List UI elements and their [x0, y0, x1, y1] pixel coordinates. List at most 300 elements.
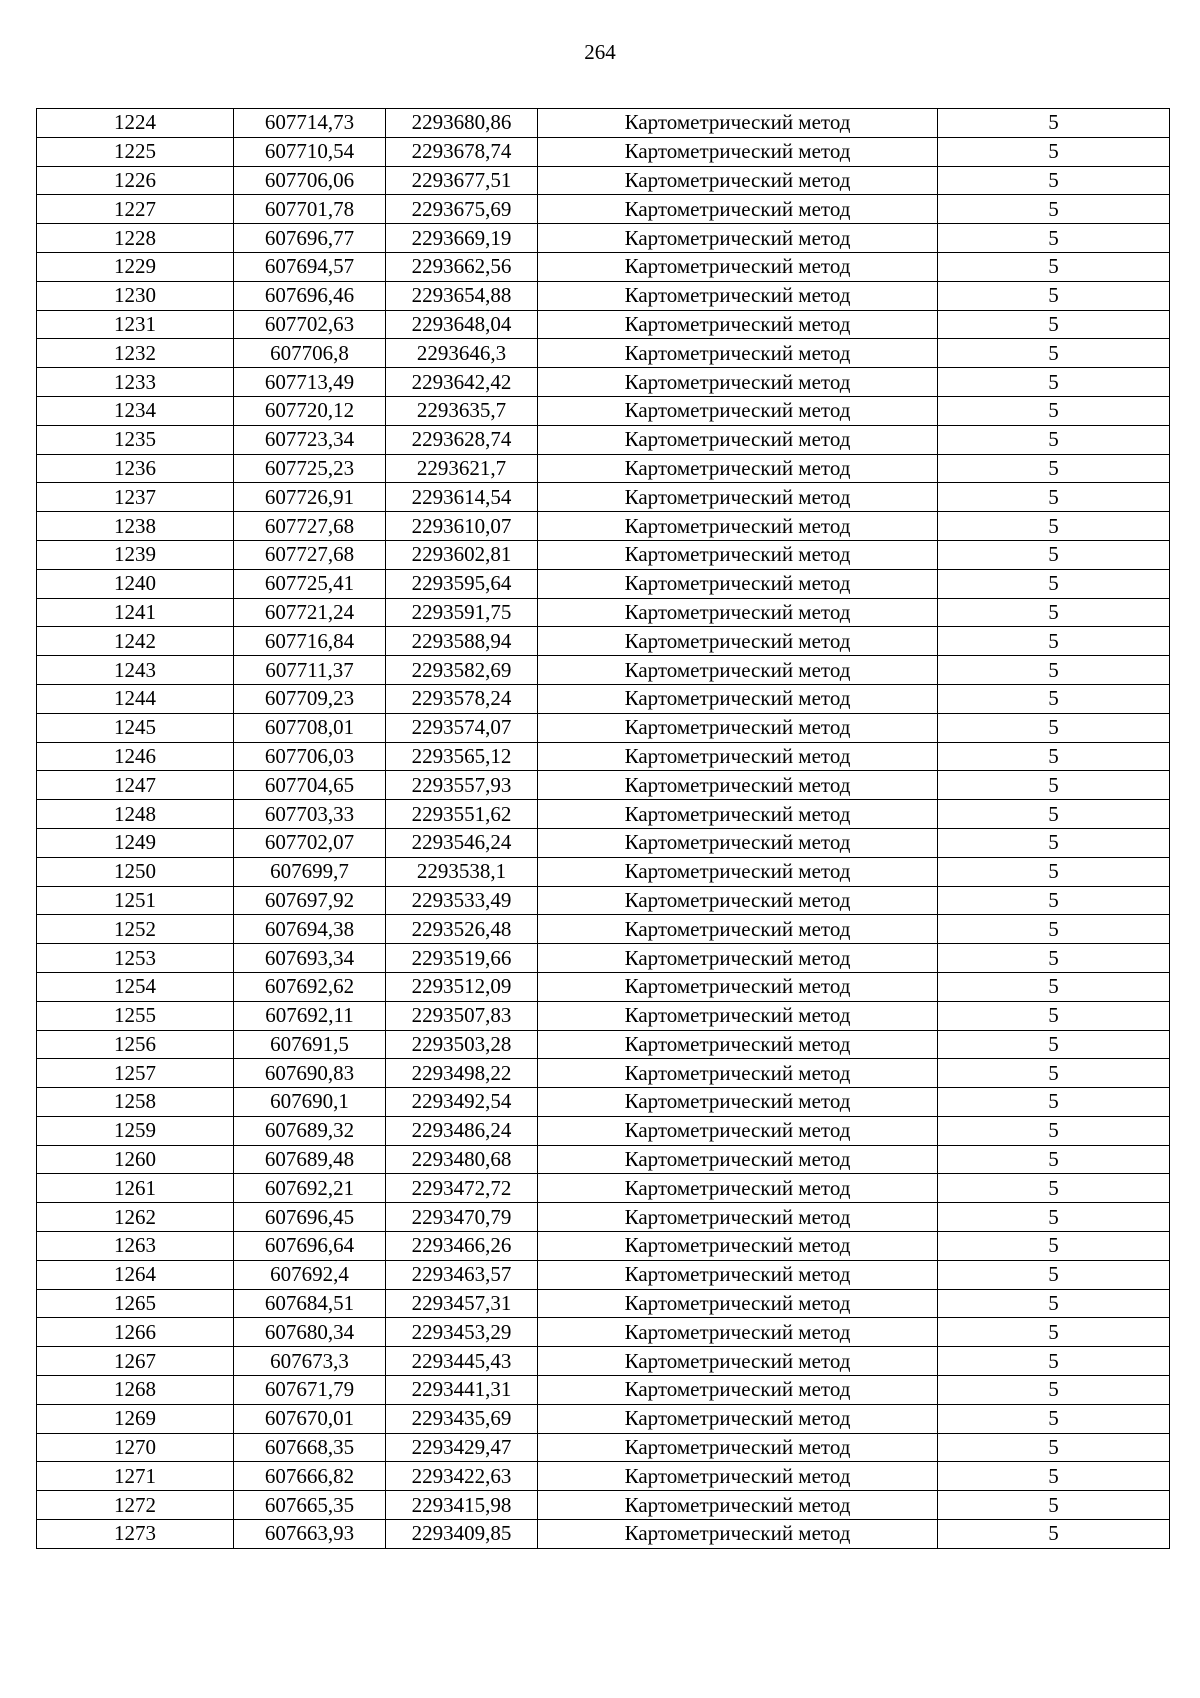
point-number-cell: 1254	[37, 972, 234, 1001]
method-cell: Картометрический метод	[538, 1116, 938, 1145]
point-number-cell: 1246	[37, 742, 234, 771]
table-row	[37, 425, 1170, 454]
method-cell: Картометрический метод	[538, 224, 938, 253]
table-row	[37, 656, 1170, 685]
table-row	[37, 540, 1170, 569]
x-coordinate-cell: 607696,64	[234, 1232, 386, 1261]
table-row	[37, 771, 1170, 800]
y-coordinate-cell: 2293538,1	[386, 857, 538, 886]
table-row	[37, 1174, 1170, 1203]
point-number-cell: 1269	[37, 1404, 234, 1433]
point-number-cell: 1238	[37, 512, 234, 541]
accuracy-cell: 5	[938, 972, 1170, 1001]
x-coordinate-cell: 607689,32	[234, 1116, 386, 1145]
accuracy-cell: 5	[938, 944, 1170, 973]
y-coordinate-cell: 2293574,07	[386, 713, 538, 742]
x-coordinate-cell: 607702,07	[234, 828, 386, 857]
method-cell: Картометрический метод	[538, 195, 938, 224]
table-row	[37, 684, 1170, 713]
point-number-cell: 1253	[37, 944, 234, 973]
x-coordinate-cell: 607665,35	[234, 1491, 386, 1520]
point-number-cell: 1234	[37, 396, 234, 425]
accuracy-cell: 5	[938, 137, 1170, 166]
method-cell: Картометрический метод	[538, 1059, 938, 1088]
accuracy-cell: 5	[938, 1088, 1170, 1117]
point-number-cell: 1227	[37, 195, 234, 224]
table-row	[37, 713, 1170, 742]
x-coordinate-cell: 607692,11	[234, 1001, 386, 1030]
accuracy-cell: 5	[938, 1001, 1170, 1030]
point-number-cell: 1232	[37, 339, 234, 368]
y-coordinate-cell: 2293492,54	[386, 1088, 538, 1117]
method-cell: Картометрический метод	[538, 1462, 938, 1491]
accuracy-cell: 5	[938, 224, 1170, 253]
point-number-cell: 1236	[37, 454, 234, 483]
point-number-cell: 1257	[37, 1059, 234, 1088]
point-number-cell: 1271	[37, 1462, 234, 1491]
x-coordinate-cell: 607693,34	[234, 944, 386, 973]
accuracy-cell: 5	[938, 1059, 1170, 1088]
x-coordinate-cell: 607721,24	[234, 598, 386, 627]
point-number-cell: 1268	[37, 1376, 234, 1405]
y-coordinate-cell: 2293678,74	[386, 137, 538, 166]
x-coordinate-cell: 607697,92	[234, 886, 386, 915]
table-row	[37, 224, 1170, 253]
accuracy-cell: 5	[938, 886, 1170, 915]
method-cell: Картометрический метод	[538, 368, 938, 397]
method-cell: Картометрический метод	[538, 771, 938, 800]
point-number-cell: 1226	[37, 166, 234, 195]
y-coordinate-cell: 2293415,98	[386, 1491, 538, 1520]
y-coordinate-cell: 2293578,24	[386, 684, 538, 713]
x-coordinate-cell: 607696,46	[234, 281, 386, 310]
table-row	[37, 1433, 1170, 1462]
point-number-cell: 1263	[37, 1232, 234, 1261]
method-cell: Картометрический метод	[538, 252, 938, 281]
accuracy-cell: 5	[938, 1289, 1170, 1318]
point-number-cell: 1242	[37, 627, 234, 656]
y-coordinate-cell: 2293463,57	[386, 1260, 538, 1289]
x-coordinate-cell: 607690,1	[234, 1088, 386, 1117]
y-coordinate-cell: 2293669,19	[386, 224, 538, 253]
accuracy-cell: 5	[938, 339, 1170, 368]
x-coordinate-cell: 607727,68	[234, 540, 386, 569]
accuracy-cell: 5	[938, 368, 1170, 397]
accuracy-cell: 5	[938, 1347, 1170, 1376]
x-coordinate-cell: 607706,8	[234, 339, 386, 368]
table-row	[37, 252, 1170, 281]
accuracy-cell: 5	[938, 1030, 1170, 1059]
y-coordinate-cell: 2293551,62	[386, 800, 538, 829]
y-coordinate-cell: 2293480,68	[386, 1145, 538, 1174]
table-row	[37, 1491, 1170, 1520]
point-number-cell: 1228	[37, 224, 234, 253]
y-coordinate-cell: 2293646,3	[386, 339, 538, 368]
method-cell: Картометрический метод	[538, 1347, 938, 1376]
table-row	[37, 1116, 1170, 1145]
x-coordinate-cell: 607727,68	[234, 512, 386, 541]
y-coordinate-cell: 2293588,94	[386, 627, 538, 656]
point-number-cell: 1260	[37, 1145, 234, 1174]
accuracy-cell: 5	[938, 1116, 1170, 1145]
x-coordinate-cell: 607725,23	[234, 454, 386, 483]
method-cell: Картометрический метод	[538, 972, 938, 1001]
x-coordinate-cell: 607710,54	[234, 137, 386, 166]
method-cell: Картометрический метод	[538, 1289, 938, 1318]
table-row	[37, 1088, 1170, 1117]
point-number-cell: 1248	[37, 800, 234, 829]
method-cell: Картометрический метод	[538, 1520, 938, 1549]
table-row	[37, 1260, 1170, 1289]
x-coordinate-cell: 607696,77	[234, 224, 386, 253]
point-number-cell: 1229	[37, 252, 234, 281]
y-coordinate-cell: 2293595,64	[386, 569, 538, 598]
method-cell: Картометрический метод	[538, 713, 938, 742]
x-coordinate-cell: 607708,01	[234, 713, 386, 742]
method-cell: Картометрический метод	[538, 339, 938, 368]
table-row	[37, 828, 1170, 857]
x-coordinate-cell: 607691,5	[234, 1030, 386, 1059]
y-coordinate-cell: 2293628,74	[386, 425, 538, 454]
y-coordinate-cell: 2293422,63	[386, 1462, 538, 1491]
accuracy-cell: 5	[938, 800, 1170, 829]
y-coordinate-cell: 2293429,47	[386, 1433, 538, 1462]
table-row	[37, 972, 1170, 1001]
y-coordinate-cell: 2293591,75	[386, 598, 538, 627]
point-number-cell: 1225	[37, 137, 234, 166]
coordinates-table-body	[37, 109, 1170, 1549]
y-coordinate-cell: 2293602,81	[386, 540, 538, 569]
table-row	[37, 1203, 1170, 1232]
method-cell: Картометрический метод	[538, 944, 938, 973]
point-number-cell: 1273	[37, 1520, 234, 1549]
accuracy-cell: 5	[938, 310, 1170, 339]
accuracy-cell: 5	[938, 742, 1170, 771]
table-row	[37, 598, 1170, 627]
table-row	[37, 1001, 1170, 1030]
x-coordinate-cell: 607725,41	[234, 569, 386, 598]
table-row	[37, 109, 1170, 138]
table-row	[37, 857, 1170, 886]
method-cell: Картометрический метод	[538, 1232, 938, 1261]
point-number-cell: 1266	[37, 1318, 234, 1347]
y-coordinate-cell: 2293441,31	[386, 1376, 538, 1405]
method-cell: Картометрический метод	[538, 1491, 938, 1520]
method-cell: Картометрический метод	[538, 1318, 938, 1347]
table-row	[37, 569, 1170, 598]
accuracy-cell: 5	[938, 1203, 1170, 1232]
y-coordinate-cell: 2293533,49	[386, 886, 538, 915]
point-number-cell: 1258	[37, 1088, 234, 1117]
x-coordinate-cell: 607699,7	[234, 857, 386, 886]
y-coordinate-cell: 2293621,7	[386, 454, 538, 483]
method-cell: Картометрический метод	[538, 454, 938, 483]
method-cell: Картометрический метод	[538, 137, 938, 166]
accuracy-cell: 5	[938, 540, 1170, 569]
y-coordinate-cell: 2293445,43	[386, 1347, 538, 1376]
accuracy-cell: 5	[938, 396, 1170, 425]
y-coordinate-cell: 2293457,31	[386, 1289, 538, 1318]
y-coordinate-cell: 2293642,42	[386, 368, 538, 397]
point-number-cell: 1272	[37, 1491, 234, 1520]
x-coordinate-cell: 607689,48	[234, 1145, 386, 1174]
table-row	[37, 742, 1170, 771]
accuracy-cell: 5	[938, 1491, 1170, 1520]
x-coordinate-cell: 607692,4	[234, 1260, 386, 1289]
y-coordinate-cell: 2293526,48	[386, 915, 538, 944]
x-coordinate-cell: 607701,78	[234, 195, 386, 224]
accuracy-cell: 5	[938, 656, 1170, 685]
method-cell: Картометрический метод	[538, 1404, 938, 1433]
x-coordinate-cell: 607726,91	[234, 483, 386, 512]
accuracy-cell: 5	[938, 1404, 1170, 1433]
method-cell: Картометрический метод	[538, 627, 938, 656]
table-row	[37, 1232, 1170, 1261]
point-number-cell: 1231	[37, 310, 234, 339]
method-cell: Картометрический метод	[538, 1260, 938, 1289]
point-number-cell: 1240	[37, 569, 234, 598]
x-coordinate-cell: 607690,83	[234, 1059, 386, 1088]
table-row	[37, 1376, 1170, 1405]
y-coordinate-cell: 2293507,83	[386, 1001, 538, 1030]
accuracy-cell: 5	[938, 598, 1170, 627]
accuracy-cell: 5	[938, 512, 1170, 541]
method-cell: Картометрический метод	[538, 1030, 938, 1059]
y-coordinate-cell: 2293654,88	[386, 281, 538, 310]
x-coordinate-cell: 607706,03	[234, 742, 386, 771]
y-coordinate-cell: 2293677,51	[386, 166, 538, 195]
table-row	[37, 368, 1170, 397]
accuracy-cell: 5	[938, 1260, 1170, 1289]
point-number-cell: 1230	[37, 281, 234, 310]
y-coordinate-cell: 2293648,04	[386, 310, 538, 339]
y-coordinate-cell: 2293610,07	[386, 512, 538, 541]
point-number-cell: 1261	[37, 1174, 234, 1203]
point-number-cell: 1251	[37, 886, 234, 915]
accuracy-cell: 5	[938, 425, 1170, 454]
point-number-cell: 1244	[37, 684, 234, 713]
method-cell: Картометрический метод	[538, 396, 938, 425]
method-cell: Картометрический метод	[538, 656, 938, 685]
table-row	[37, 1059, 1170, 1088]
y-coordinate-cell: 2293662,56	[386, 252, 538, 281]
method-cell: Картометрический метод	[538, 886, 938, 915]
table-row	[37, 195, 1170, 224]
y-coordinate-cell: 2293635,7	[386, 396, 538, 425]
table-row	[37, 627, 1170, 656]
x-coordinate-cell: 607680,34	[234, 1318, 386, 1347]
table-row	[37, 944, 1170, 973]
method-cell: Картометрический метод	[538, 800, 938, 829]
x-coordinate-cell: 607673,3	[234, 1347, 386, 1376]
x-coordinate-cell: 607711,37	[234, 656, 386, 685]
accuracy-cell: 5	[938, 1232, 1170, 1261]
point-number-cell: 1259	[37, 1116, 234, 1145]
accuracy-cell: 5	[938, 166, 1170, 195]
point-number-cell: 1265	[37, 1289, 234, 1318]
method-cell: Картометрический метод	[538, 1088, 938, 1117]
x-coordinate-cell: 607692,21	[234, 1174, 386, 1203]
method-cell: Картометрический метод	[538, 483, 938, 512]
point-number-cell: 1237	[37, 483, 234, 512]
table-row	[37, 1462, 1170, 1491]
table-row	[37, 1404, 1170, 1433]
x-coordinate-cell: 607666,82	[234, 1462, 386, 1491]
y-coordinate-cell: 2293409,85	[386, 1520, 538, 1549]
y-coordinate-cell: 2293503,28	[386, 1030, 538, 1059]
x-coordinate-cell: 607671,79	[234, 1376, 386, 1405]
x-coordinate-cell: 607703,33	[234, 800, 386, 829]
table-row	[37, 137, 1170, 166]
method-cell: Картометрический метод	[538, 828, 938, 857]
point-number-cell: 1247	[37, 771, 234, 800]
accuracy-cell: 5	[938, 195, 1170, 224]
method-cell: Картометрический метод	[538, 425, 938, 454]
point-number-cell: 1256	[37, 1030, 234, 1059]
point-number-cell: 1270	[37, 1433, 234, 1462]
method-cell: Картометрический метод	[538, 166, 938, 195]
method-cell: Картометрический метод	[538, 540, 938, 569]
table-row	[37, 310, 1170, 339]
method-cell: Картометрический метод	[538, 109, 938, 138]
y-coordinate-cell: 2293472,72	[386, 1174, 538, 1203]
point-number-cell: 1252	[37, 915, 234, 944]
accuracy-cell: 5	[938, 713, 1170, 742]
table-row	[37, 915, 1170, 944]
x-coordinate-cell: 607714,73	[234, 109, 386, 138]
accuracy-cell: 5	[938, 1376, 1170, 1405]
accuracy-cell: 5	[938, 857, 1170, 886]
y-coordinate-cell: 2293498,22	[386, 1059, 538, 1088]
table-row	[37, 1520, 1170, 1549]
y-coordinate-cell: 2293546,24	[386, 828, 538, 857]
x-coordinate-cell: 607702,63	[234, 310, 386, 339]
method-cell: Картометрический метод	[538, 1001, 938, 1030]
point-number-cell: 1235	[37, 425, 234, 454]
coordinates-table	[36, 108, 1170, 1549]
accuracy-cell: 5	[938, 1433, 1170, 1462]
x-coordinate-cell: 607704,65	[234, 771, 386, 800]
accuracy-cell: 5	[938, 1145, 1170, 1174]
y-coordinate-cell: 2293512,09	[386, 972, 538, 1001]
table-row	[37, 339, 1170, 368]
accuracy-cell: 5	[938, 771, 1170, 800]
x-coordinate-cell: 607709,23	[234, 684, 386, 713]
y-coordinate-cell: 2293486,24	[386, 1116, 538, 1145]
method-cell: Картометрический метод	[538, 310, 938, 339]
accuracy-cell: 5	[938, 684, 1170, 713]
table-row	[37, 483, 1170, 512]
table-row	[37, 454, 1170, 483]
y-coordinate-cell: 2293557,93	[386, 771, 538, 800]
method-cell: Картометрический метод	[538, 1433, 938, 1462]
table-row	[37, 1289, 1170, 1318]
y-coordinate-cell: 2293519,66	[386, 944, 538, 973]
accuracy-cell: 5	[938, 281, 1170, 310]
accuracy-cell: 5	[938, 1462, 1170, 1491]
method-cell: Картометрический метод	[538, 569, 938, 598]
table-row	[37, 1145, 1170, 1174]
accuracy-cell: 5	[938, 915, 1170, 944]
table-row	[37, 1318, 1170, 1347]
accuracy-cell: 5	[938, 1520, 1170, 1549]
accuracy-cell: 5	[938, 828, 1170, 857]
y-coordinate-cell: 2293435,69	[386, 1404, 538, 1433]
y-coordinate-cell: 2293675,69	[386, 195, 538, 224]
table-row	[37, 800, 1170, 829]
method-cell: Картометрический метод	[538, 742, 938, 771]
point-number-cell: 1267	[37, 1347, 234, 1376]
accuracy-cell: 5	[938, 252, 1170, 281]
table-row	[37, 512, 1170, 541]
point-number-cell: 1241	[37, 598, 234, 627]
x-coordinate-cell: 607696,45	[234, 1203, 386, 1232]
method-cell: Картометрический метод	[538, 1376, 938, 1405]
x-coordinate-cell: 607694,38	[234, 915, 386, 944]
table-row	[37, 166, 1170, 195]
table-row	[37, 1347, 1170, 1376]
x-coordinate-cell: 607706,06	[234, 166, 386, 195]
point-number-cell: 1224	[37, 109, 234, 138]
point-number-cell: 1245	[37, 713, 234, 742]
point-number-cell: 1239	[37, 540, 234, 569]
accuracy-cell: 5	[938, 1318, 1170, 1347]
table-row	[37, 396, 1170, 425]
accuracy-cell: 5	[938, 569, 1170, 598]
point-number-cell: 1250	[37, 857, 234, 886]
x-coordinate-cell: 607723,34	[234, 425, 386, 454]
table-row	[37, 886, 1170, 915]
method-cell: Картометрический метод	[538, 857, 938, 886]
y-coordinate-cell: 2293565,12	[386, 742, 538, 771]
y-coordinate-cell: 2293680,86	[386, 109, 538, 138]
method-cell: Картометрический метод	[538, 684, 938, 713]
point-number-cell: 1243	[37, 656, 234, 685]
method-cell: Картометрический метод	[538, 281, 938, 310]
method-cell: Картометрический метод	[538, 1145, 938, 1174]
y-coordinate-cell: 2293614,54	[386, 483, 538, 512]
point-number-cell: 1249	[37, 828, 234, 857]
accuracy-cell: 5	[938, 627, 1170, 656]
x-coordinate-cell: 607694,57	[234, 252, 386, 281]
page-number: 264	[584, 40, 616, 64]
method-cell: Картометрический метод	[538, 1174, 938, 1203]
x-coordinate-cell: 607716,84	[234, 627, 386, 656]
y-coordinate-cell: 2293582,69	[386, 656, 538, 685]
point-number-cell: 1264	[37, 1260, 234, 1289]
point-number-cell: 1262	[37, 1203, 234, 1232]
method-cell: Картометрический метод	[538, 1203, 938, 1232]
table-row	[37, 281, 1170, 310]
method-cell: Картометрический метод	[538, 915, 938, 944]
x-coordinate-cell: 607670,01	[234, 1404, 386, 1433]
accuracy-cell: 5	[938, 483, 1170, 512]
accuracy-cell: 5	[938, 454, 1170, 483]
x-coordinate-cell: 607663,93	[234, 1520, 386, 1549]
method-cell: Картометрический метод	[538, 512, 938, 541]
x-coordinate-cell: 607668,35	[234, 1433, 386, 1462]
x-coordinate-cell: 607720,12	[234, 396, 386, 425]
point-number-cell: 1233	[37, 368, 234, 397]
y-coordinate-cell: 2293470,79	[386, 1203, 538, 1232]
method-cell: Картометрический метод	[538, 598, 938, 627]
y-coordinate-cell: 2293466,26	[386, 1232, 538, 1261]
accuracy-cell: 5	[938, 109, 1170, 138]
y-coordinate-cell: 2293453,29	[386, 1318, 538, 1347]
x-coordinate-cell: 607713,49	[234, 368, 386, 397]
x-coordinate-cell: 607692,62	[234, 972, 386, 1001]
x-coordinate-cell: 607684,51	[234, 1289, 386, 1318]
